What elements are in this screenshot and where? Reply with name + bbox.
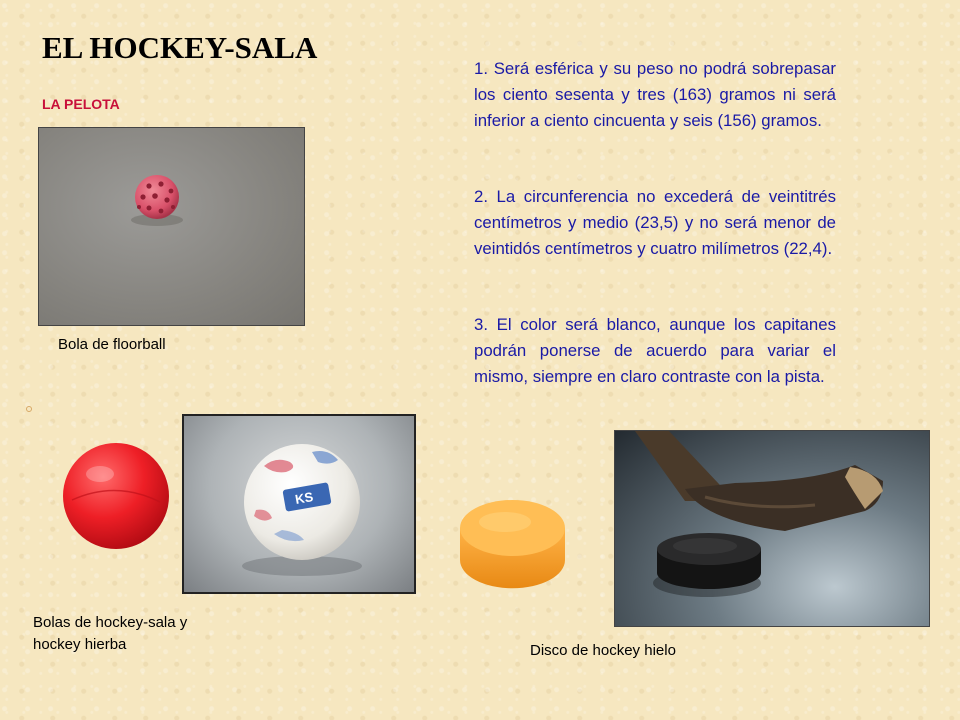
caption-ice-puck: Disco de hockey hielo [530,642,676,659]
rule-weight: 1. Será esférica y su peso no podrá sobrepasar los ciento sesenta y tres (163) gramos ni será inferior a ciento cincuenta y seis (156) gramos. [474,59,836,130]
ice-hockey-photo [614,430,930,627]
ice-hockey-stick-puck-icon [615,431,929,626]
decorative-dot [26,406,32,412]
orange-puck-icon [455,496,570,592]
floorball-ball-icon [39,128,304,325]
rule-color: 3. El color será blanco, aunque los capitanes podrán ponerse de acuerdo para variar el mismo, siempre en claro contraste con la pista. [474,315,836,386]
caption-floorball: Bola de floorball [58,336,166,353]
page-title: EL HOCKEY-SALA [42,30,318,65]
section-subtitle: LA PELOTA [42,96,120,112]
rule-circumference: 2. La circunferencia no excederá de veintitrés centímetros y medio (23,5) y no será menor de veintidós centímetros y cuatro milímetros (22,4). [474,187,836,258]
svg-text:KS: KS [293,489,315,507]
white-hockey-ball-icon [184,416,414,592]
white-ball-photo [182,414,416,594]
red-hockey-ball-icon [60,440,172,552]
floorball-photo [38,127,305,326]
caption-hockey-balls: Bolas de hockey-sala y hockey hierba [33,614,188,653]
